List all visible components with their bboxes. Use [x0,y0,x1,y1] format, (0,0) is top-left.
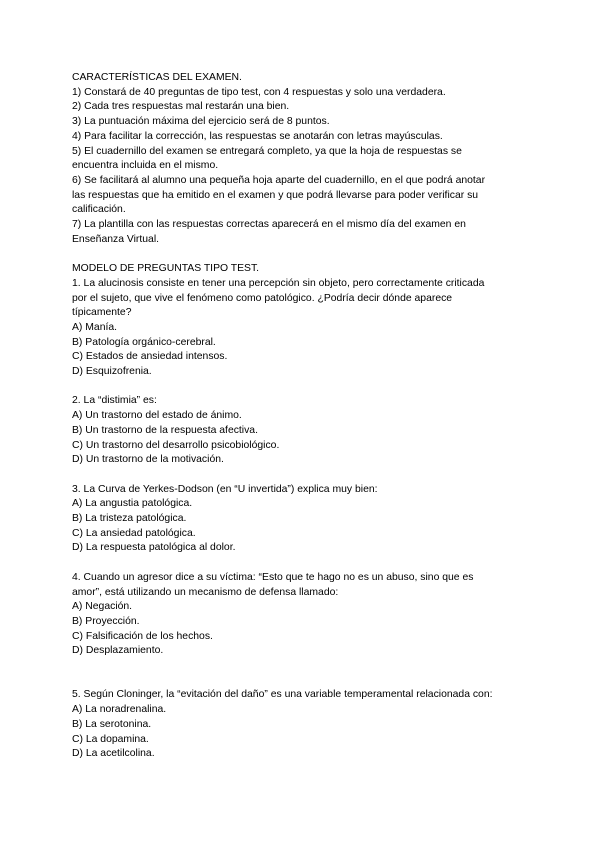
question-1-text-cont: por el sujeto, que vive el fenómeno como patológico. ¿Podría decir dónde aparece [72,292,453,304]
question-1-option-a: A) Manía. [72,321,118,333]
question-4-option-c: C) Falsificación de los hechos. [72,630,213,642]
question-2-option-b: B) Un trastorno de la respuesta afectiva. [72,424,258,436]
question-5-option-d: D) La acetilcolina. [72,748,155,760]
exam-rule-6-cont: las respuestas que ha emitido en el examen y que podrá llevarse para poder verificar su [72,189,479,201]
question-3-text: 3. La Curva de Yerkes-Dodson (en “U invertida”) explica muy bien: [72,483,378,495]
exam-rule-7-cont: Enseñanza Virtual. [72,233,160,245]
document-content [72,71,542,762]
question-4-option-a: A) Negación. [72,601,133,613]
question-3-option-a: A) La angustia patológica. [72,498,193,510]
question-3-option-d: D) La respuesta patológica al dolor. [72,542,236,554]
section-title-model-questions: MODELO DE PREGUNTAS TIPO TEST. [72,263,260,275]
exam-rule-4: 4) Para facilitar la corrección, las respuestas se anotarán con letras mayúsculas. [72,130,443,142]
question-2-option-a: A) Un trastorno del estado de ánimo. [72,410,242,422]
question-5-option-b: B) La serotonina. [72,718,152,730]
question-2-option-d: D) Un trastorno de la motivación. [72,454,224,466]
question-4-text: 4. Cuando un agresor dice a su víctima: “Esto que te hago no es un abuso, sino que es [72,571,474,583]
question-1-text: 1. La alucinosis consiste en tener una percepción sin objeto, pero correctamente criticada [72,277,485,289]
question-3-option-c: C) La ansiedad patológica. [72,527,196,539]
question-1-option-b: B) Patología orgánico-cerebral. [72,336,216,348]
question-2-text: 2. La “distimia” es: [72,395,157,407]
question-3-option-b: B) La tristeza patológica. [72,513,187,525]
question-4-option-b: B) Proyección. [72,615,140,627]
question-1-text-cont2: típicamente? [72,307,132,319]
exam-rule-5: 5) El cuadernillo del examen se entregará completo, ya que la hoja de respuestas se [72,145,462,157]
question-4-option-d: D) Desplazamiento. [72,645,164,657]
exam-rule-1: 1) Constará de 40 preguntas de tipo test, con 4 respuestas y solo una verdadera. [72,86,446,98]
question-2-option-c: C) Un trastorno del desarrollo psicobiológico. [72,439,280,451]
question-5-option-c: C) La dopamina. [72,733,149,745]
exam-rule-6-cont2: calificación. [72,204,126,216]
exam-rule-7: 7) La plantilla con las respuestas correctas aparecerá en el mismo día del examen en [72,219,466,231]
section-title-exam-features: CARACTERÍSTICAS DEL EXAMEN. [72,72,242,83]
question-1-option-d: D) Esquizofrenia. [72,366,152,378]
exam-rule-6: 6) Se facilitará al alumno una pequeña hoja aparte del cuadernillo, en el que podrá anotar [72,174,486,186]
exam-rule-3: 3) La puntuación máxima del ejercicio será de 8 puntos. [72,116,330,128]
exam-rule-5-cont: encuentra incluida en el mismo. [72,160,219,172]
exam-rule-2: 2) Cada tres respuestas mal restarán una bien. [72,101,290,113]
question-4-text-cont: amor”, está utilizando un mecanismo de defensa llamado: [72,586,339,598]
question-5-text: 5. Según Cloninger, la “evitación del daño” es una variable temperamental relacionada con: [72,689,493,701]
question-5-option-a: A) La noradrenalina. [72,704,167,716]
question-1-option-c: C) Estados de ansiedad intensos. [72,351,228,363]
